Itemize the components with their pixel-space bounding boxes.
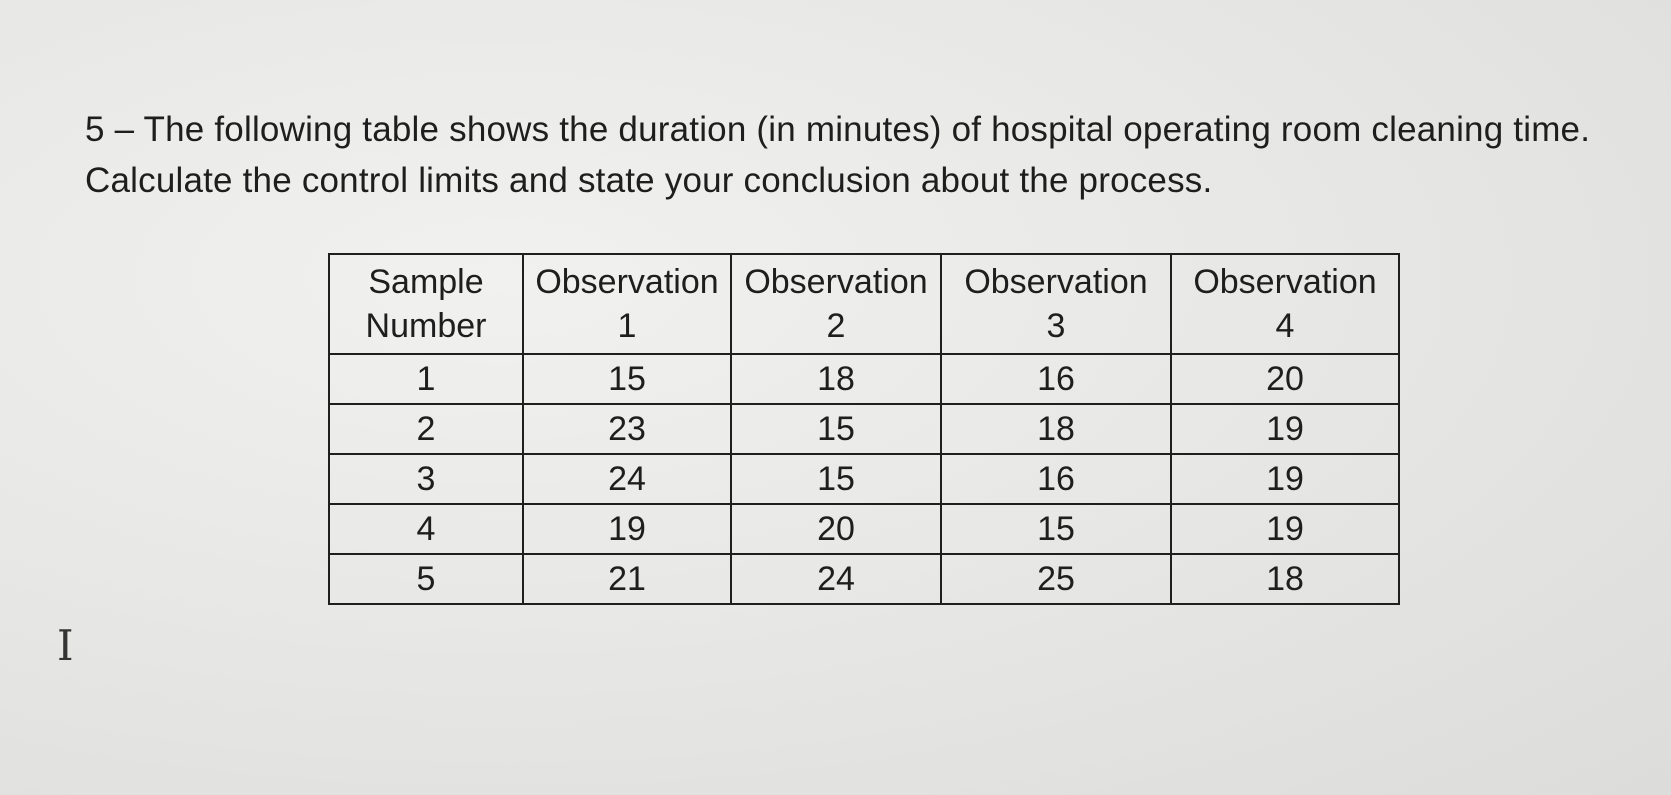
table-cell: 23 bbox=[523, 404, 731, 454]
table-cell: 16 bbox=[941, 454, 1171, 504]
table-cell: 4 bbox=[329, 504, 523, 554]
table-cell: 1 bbox=[329, 354, 523, 404]
header-observation-4: Observation 4 bbox=[1171, 254, 1399, 354]
table-cell: 24 bbox=[731, 554, 941, 604]
table-cell: 21 bbox=[523, 554, 731, 604]
text-cursor-icon: I bbox=[57, 621, 74, 670]
table-row bbox=[329, 354, 1399, 404]
header-observation-2: Observation 2 bbox=[731, 254, 941, 354]
header-sample-number: Sample Number bbox=[329, 254, 523, 354]
table-cell: 3 bbox=[329, 454, 523, 504]
table-row bbox=[329, 454, 1399, 504]
table-row bbox=[329, 404, 1399, 454]
table-cell: 18 bbox=[941, 404, 1171, 454]
table-cell: 16 bbox=[941, 354, 1171, 404]
table-cell: 18 bbox=[1171, 554, 1399, 604]
table-cell: 20 bbox=[731, 504, 941, 554]
table-cell: 5 bbox=[329, 554, 523, 604]
table-cell: 18 bbox=[731, 354, 941, 404]
question-text: 5 – The following table shows the duration (in minutes) of hospital operating room cleaning time. Calculate the control limits and state your conclusion about the process. bbox=[85, 110, 1591, 200]
table-cell: 15 bbox=[731, 404, 941, 454]
table-cell: 2 bbox=[329, 404, 523, 454]
table-cell: 19 bbox=[1171, 404, 1399, 454]
cleaning-time-table bbox=[328, 253, 1400, 605]
header-observation-3: Observation 3 bbox=[941, 254, 1171, 354]
table-cell: 19 bbox=[1171, 454, 1399, 504]
table-cell: 15 bbox=[523, 354, 731, 404]
table-cell: 15 bbox=[731, 454, 941, 504]
table-cell: 20 bbox=[1171, 354, 1399, 404]
table-cell: 24 bbox=[523, 454, 731, 504]
header-observation-1: Observation 1 bbox=[523, 254, 731, 354]
header-row bbox=[329, 254, 1399, 354]
table-cell: 19 bbox=[1171, 504, 1399, 554]
table-cell: 25 bbox=[941, 554, 1171, 604]
table-cell: 15 bbox=[941, 504, 1171, 554]
table-row bbox=[329, 554, 1399, 604]
table-row bbox=[329, 504, 1399, 554]
table-cell: 19 bbox=[523, 504, 731, 554]
